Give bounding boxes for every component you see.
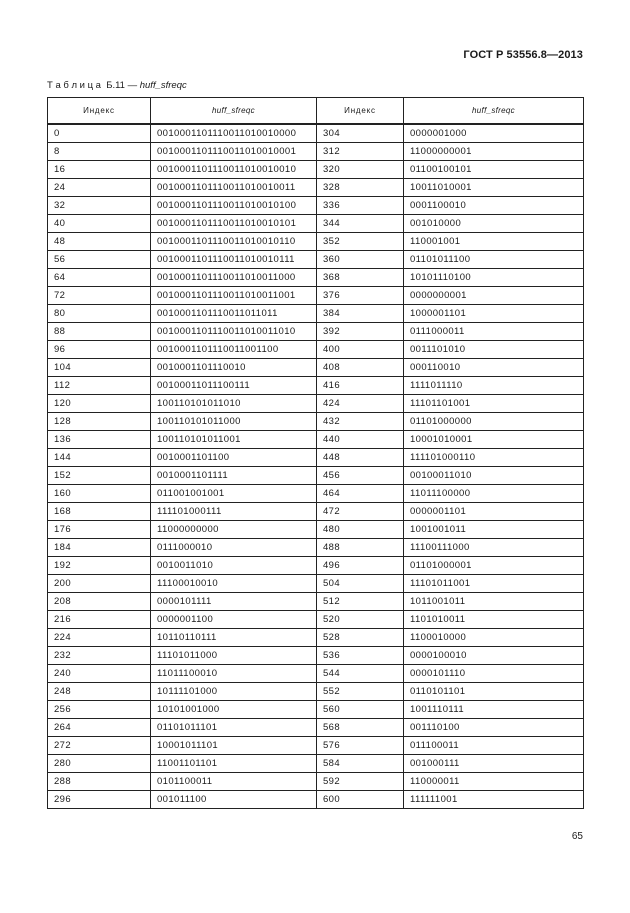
cell-index-2: 440 bbox=[317, 431, 404, 449]
cell-code-1: 11000000000 bbox=[151, 521, 317, 539]
cell-code-1: 10110110111 bbox=[151, 629, 317, 647]
cell-index-2: 328 bbox=[317, 179, 404, 197]
cell-index-1: 248 bbox=[48, 683, 151, 701]
cell-code-2: 11101101001 bbox=[404, 395, 584, 413]
table-row bbox=[48, 359, 584, 377]
table-body bbox=[48, 124, 584, 809]
cell-code-1: 0010001101110011010010010 bbox=[151, 161, 317, 179]
cell-code-1: 0010001101100 bbox=[151, 449, 317, 467]
cell-index-2: 400 bbox=[317, 341, 404, 359]
cell-code-1: 10001011101 bbox=[151, 737, 317, 755]
cell-index-1: 56 bbox=[48, 251, 151, 269]
cell-code-1: 0010001101110011010010111 bbox=[151, 251, 317, 269]
cell-index-1: 16 bbox=[48, 161, 151, 179]
cell-index-2: 528 bbox=[317, 629, 404, 647]
column-header-code-2: huff_sfreqc bbox=[404, 98, 584, 125]
cell-index-1: 0 bbox=[48, 124, 151, 143]
cell-code-1: 11001101101 bbox=[151, 755, 317, 773]
cell-index-2: 368 bbox=[317, 269, 404, 287]
cell-code-1: 111101000111 bbox=[151, 503, 317, 521]
cell-code-2: 1000001101 bbox=[404, 305, 584, 323]
cell-code-1: 11100010010 bbox=[151, 575, 317, 593]
table-row bbox=[48, 305, 584, 323]
cell-code-1: 0010001101110011010010101 bbox=[151, 215, 317, 233]
cell-index-2: 472 bbox=[317, 503, 404, 521]
cell-code-2: 110001001 bbox=[404, 233, 584, 251]
cell-code-1: 0010001101110011011011 bbox=[151, 305, 317, 323]
cell-code-2: 01101000001 bbox=[404, 557, 584, 575]
table-row bbox=[48, 719, 584, 737]
cell-index-1: 216 bbox=[48, 611, 151, 629]
cell-index-2: 424 bbox=[317, 395, 404, 413]
cell-code-1: 0010001101111 bbox=[151, 467, 317, 485]
cell-index-2: 536 bbox=[317, 647, 404, 665]
table-row bbox=[48, 539, 584, 557]
table-row bbox=[48, 269, 584, 287]
cell-index-1: 224 bbox=[48, 629, 151, 647]
cell-code-1: 0010001101110011010011000 bbox=[151, 269, 317, 287]
cell-index-1: 192 bbox=[48, 557, 151, 575]
cell-index-1: 104 bbox=[48, 359, 151, 377]
cell-code-1: 0010001101110011010010100 bbox=[151, 197, 317, 215]
cell-code-2: 11011100000 bbox=[404, 485, 584, 503]
cell-code-2: 0000001000 bbox=[404, 124, 584, 143]
cell-code-2: 0110101101 bbox=[404, 683, 584, 701]
column-header-code-1: huff_sfreqc bbox=[151, 98, 317, 125]
cell-code-2: 1101010011 bbox=[404, 611, 584, 629]
cell-code-2: 001010000 bbox=[404, 215, 584, 233]
cell-index-1: 32 bbox=[48, 197, 151, 215]
table-row bbox=[48, 755, 584, 773]
cell-index-1: 8 bbox=[48, 143, 151, 161]
cell-index-1: 48 bbox=[48, 233, 151, 251]
cell-index-2: 392 bbox=[317, 323, 404, 341]
cell-index-1: 208 bbox=[48, 593, 151, 611]
cell-code-2: 000110010 bbox=[404, 359, 584, 377]
cell-index-2: 600 bbox=[317, 791, 404, 809]
column-header-index-2: Индекс bbox=[317, 98, 404, 125]
cell-code-1: 0010001101110011010010000 bbox=[151, 124, 317, 143]
cell-code-2: 111111001 bbox=[404, 791, 584, 809]
table-row bbox=[48, 467, 584, 485]
column-header-index-1: Индекс bbox=[48, 98, 151, 125]
cell-code-2: 10101110100 bbox=[404, 269, 584, 287]
table-row bbox=[48, 341, 584, 359]
cell-code-2: 0001100010 bbox=[404, 197, 584, 215]
cell-code-2: 111101000110 bbox=[404, 449, 584, 467]
cell-code-1: 0010001101110011010010001 bbox=[151, 143, 317, 161]
cell-index-1: 152 bbox=[48, 467, 151, 485]
cell-code-2: 01101000000 bbox=[404, 413, 584, 431]
page-number: 65 bbox=[571, 831, 583, 842]
cell-index-2: 520 bbox=[317, 611, 404, 629]
cell-index-1: 120 bbox=[48, 395, 151, 413]
cell-code-1: 011001001001 bbox=[151, 485, 317, 503]
table-row bbox=[48, 161, 584, 179]
cell-code-2: 11101011001 bbox=[404, 575, 584, 593]
table-row bbox=[48, 197, 584, 215]
cell-code-2: 01100100101 bbox=[404, 161, 584, 179]
table-row bbox=[48, 737, 584, 755]
table-row bbox=[48, 557, 584, 575]
cell-code-1: 0010001101110011010011001 bbox=[151, 287, 317, 305]
cell-index-2: 320 bbox=[317, 161, 404, 179]
table-row bbox=[48, 143, 584, 161]
cell-code-2: 110000011 bbox=[404, 773, 584, 791]
cell-index-1: 40 bbox=[48, 215, 151, 233]
cell-code-1: 0000001100 bbox=[151, 611, 317, 629]
cell-index-1: 80 bbox=[48, 305, 151, 323]
cell-index-2: 456 bbox=[317, 467, 404, 485]
table-row bbox=[48, 575, 584, 593]
table-row bbox=[48, 215, 584, 233]
cell-code-1: 01101011101 bbox=[151, 719, 317, 737]
cell-index-1: 128 bbox=[48, 413, 151, 431]
table-row bbox=[48, 521, 584, 539]
cell-index-2: 480 bbox=[317, 521, 404, 539]
cell-index-2: 488 bbox=[317, 539, 404, 557]
cell-index-2: 312 bbox=[317, 143, 404, 161]
huff-sfreqc-table-container bbox=[47, 97, 583, 809]
cell-index-2: 432 bbox=[317, 413, 404, 431]
cell-code-1: 00100011011100111 bbox=[151, 377, 317, 395]
cell-index-2: 584 bbox=[317, 755, 404, 773]
table-row bbox=[48, 665, 584, 683]
table-row bbox=[48, 647, 584, 665]
cell-index-1: 136 bbox=[48, 431, 151, 449]
cell-index-1: 24 bbox=[48, 179, 151, 197]
cell-code-1: 0010001101110011010010110 bbox=[151, 233, 317, 251]
table-row bbox=[48, 485, 584, 503]
cell-code-1: 001011100 bbox=[151, 791, 317, 809]
cell-index-1: 256 bbox=[48, 701, 151, 719]
cell-index-2: 576 bbox=[317, 737, 404, 755]
cell-index-1: 112 bbox=[48, 377, 151, 395]
cell-index-2: 504 bbox=[317, 575, 404, 593]
cell-code-2: 0000000001 bbox=[404, 287, 584, 305]
cell-index-2: 544 bbox=[317, 665, 404, 683]
table-row bbox=[48, 773, 584, 791]
table-row bbox=[48, 233, 584, 251]
cell-index-2: 304 bbox=[317, 124, 404, 143]
cell-index-1: 240 bbox=[48, 665, 151, 683]
table-row bbox=[48, 395, 584, 413]
cell-code-2: 01101011100 bbox=[404, 251, 584, 269]
cell-code-2: 11100111000 bbox=[404, 539, 584, 557]
cell-index-2: 384 bbox=[317, 305, 404, 323]
cell-code-1: 11101011000 bbox=[151, 647, 317, 665]
cell-code-2: 1001110111 bbox=[404, 701, 584, 719]
cell-index-1: 296 bbox=[48, 791, 151, 809]
table-row bbox=[48, 503, 584, 521]
table-row bbox=[48, 124, 584, 143]
table-row bbox=[48, 377, 584, 395]
cell-index-2: 568 bbox=[317, 719, 404, 737]
cell-code-2: 1011001011 bbox=[404, 593, 584, 611]
cell-index-2: 560 bbox=[317, 701, 404, 719]
cell-code-1: 0010001101110011010011010 bbox=[151, 323, 317, 341]
cell-code-2: 0000101110 bbox=[404, 665, 584, 683]
huff-sfreqc-table bbox=[47, 97, 584, 809]
table-caption bbox=[47, 80, 187, 91]
cell-code-1: 0010011010 bbox=[151, 557, 317, 575]
caption-prefix: Т а б л и ц а Б.11 — bbox=[47, 80, 140, 91]
cell-code-1: 100110101011000 bbox=[151, 413, 317, 431]
cell-code-2: 1100010000 bbox=[404, 629, 584, 647]
caption-table-name: huff_sfreqc bbox=[139, 80, 187, 91]
cell-code-2: 001000111 bbox=[404, 755, 584, 773]
cell-code-2: 10001010001 bbox=[404, 431, 584, 449]
table-row bbox=[48, 323, 584, 341]
table-row bbox=[48, 179, 584, 197]
cell-index-2: 352 bbox=[317, 233, 404, 251]
table-row bbox=[48, 629, 584, 647]
table-row bbox=[48, 431, 584, 449]
table-row bbox=[48, 683, 584, 701]
cell-code-1: 0111000010 bbox=[151, 539, 317, 557]
cell-code-2: 0011101010 bbox=[404, 341, 584, 359]
cell-code-2: 0111000011 bbox=[404, 323, 584, 341]
document-code: ГОСТ Р 53556.8—2013 bbox=[463, 49, 583, 61]
cell-code-2: 0000001101 bbox=[404, 503, 584, 521]
cell-index-1: 272 bbox=[48, 737, 151, 755]
cell-index-1: 168 bbox=[48, 503, 151, 521]
table-row bbox=[48, 287, 584, 305]
cell-index-1: 264 bbox=[48, 719, 151, 737]
cell-index-1: 144 bbox=[48, 449, 151, 467]
cell-index-1: 72 bbox=[48, 287, 151, 305]
cell-index-1: 280 bbox=[48, 755, 151, 773]
cell-code-2: 1001001011 bbox=[404, 521, 584, 539]
cell-index-2: 416 bbox=[317, 377, 404, 395]
table-row bbox=[48, 593, 584, 611]
cell-index-2: 464 bbox=[317, 485, 404, 503]
cell-index-2: 552 bbox=[317, 683, 404, 701]
cell-code-1: 100110101011001 bbox=[151, 431, 317, 449]
cell-code-1: 10111101000 bbox=[151, 683, 317, 701]
cell-index-1: 160 bbox=[48, 485, 151, 503]
cell-code-1: 0010001101110011001100 bbox=[151, 341, 317, 359]
cell-code-1: 0010001101110011010010011 bbox=[151, 179, 317, 197]
cell-index-2: 408 bbox=[317, 359, 404, 377]
cell-index-1: 88 bbox=[48, 323, 151, 341]
table-row bbox=[48, 251, 584, 269]
cell-code-2: 10011010001 bbox=[404, 179, 584, 197]
table-row bbox=[48, 413, 584, 431]
cell-index-1: 176 bbox=[48, 521, 151, 539]
cell-code-1: 0000101111 bbox=[151, 593, 317, 611]
cell-index-1: 232 bbox=[48, 647, 151, 665]
cell-code-2: 001110100 bbox=[404, 719, 584, 737]
cell-code-2: 1111011110 bbox=[404, 377, 584, 395]
cell-index-2: 344 bbox=[317, 215, 404, 233]
cell-index-1: 96 bbox=[48, 341, 151, 359]
cell-code-1: 10101001000 bbox=[151, 701, 317, 719]
table-row bbox=[48, 449, 584, 467]
cell-code-2: 11000000001 bbox=[404, 143, 584, 161]
cell-index-2: 360 bbox=[317, 251, 404, 269]
table-header-row bbox=[48, 98, 584, 125]
cell-index-2: 512 bbox=[317, 593, 404, 611]
cell-code-1: 0010001101110010 bbox=[151, 359, 317, 377]
cell-code-2: 00100011010 bbox=[404, 467, 584, 485]
table-row bbox=[48, 701, 584, 719]
table-row bbox=[48, 611, 584, 629]
cell-index-1: 288 bbox=[48, 773, 151, 791]
cell-code-2: 0000100010 bbox=[404, 647, 584, 665]
cell-index-2: 592 bbox=[317, 773, 404, 791]
cell-code-2: 011100011 bbox=[404, 737, 584, 755]
cell-index-2: 448 bbox=[317, 449, 404, 467]
cell-index-1: 184 bbox=[48, 539, 151, 557]
cell-code-1: 0101100011 bbox=[151, 773, 317, 791]
cell-code-1: 11011100010 bbox=[151, 665, 317, 683]
cell-index-1: 64 bbox=[48, 269, 151, 287]
cell-code-1: 100110101011010 bbox=[151, 395, 317, 413]
cell-index-2: 496 bbox=[317, 557, 404, 575]
table-row bbox=[48, 791, 584, 809]
cell-index-2: 376 bbox=[317, 287, 404, 305]
cell-index-2: 336 bbox=[317, 197, 404, 215]
cell-index-1: 200 bbox=[48, 575, 151, 593]
